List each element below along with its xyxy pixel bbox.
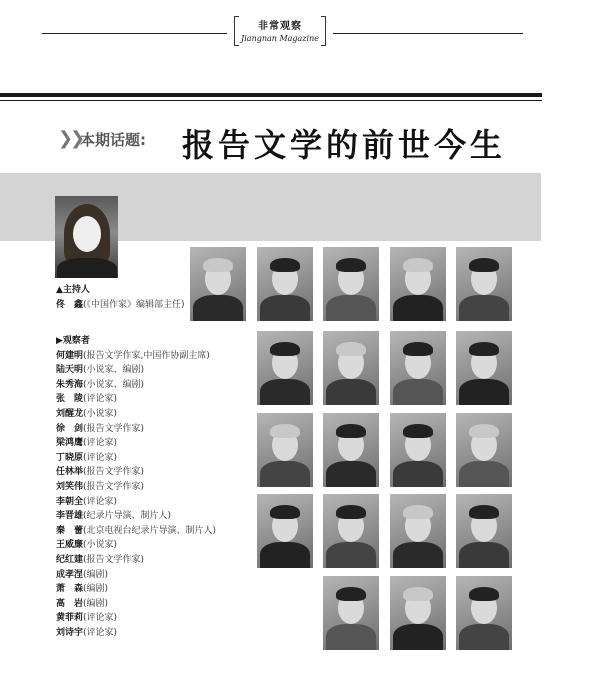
header-rule-right bbox=[333, 33, 523, 34]
bracket-right-icon bbox=[321, 16, 326, 46]
portrait-photo bbox=[390, 413, 446, 487]
list-item bbox=[56, 436, 216, 451]
observer-name: 梁鸿鹰 bbox=[56, 438, 84, 449]
list-item bbox=[56, 363, 216, 378]
page-title: 报告文学的前世今生 bbox=[182, 126, 507, 164]
section-header bbox=[234, 14, 326, 48]
portrait-photo bbox=[456, 413, 512, 487]
header-rule-left bbox=[42, 33, 227, 34]
observer-role: (评论家) bbox=[83, 394, 118, 405]
observer-role: (报告文学作家) bbox=[83, 481, 145, 492]
host-heading: ▲主持人 bbox=[56, 285, 90, 295]
observer-name: 成孝涅 bbox=[56, 569, 84, 580]
portrait-photo bbox=[456, 247, 512, 321]
list-item bbox=[56, 553, 216, 568]
portrait-photo bbox=[257, 247, 313, 321]
list-item bbox=[56, 509, 216, 524]
observer-name: 高 岩 bbox=[56, 598, 84, 609]
observer-role: (评论家) bbox=[83, 452, 118, 463]
list-item bbox=[56, 349, 216, 364]
host-photo bbox=[55, 196, 118, 278]
host-role: (《中国作家》编辑部主任) bbox=[83, 299, 185, 310]
portrait-photo bbox=[323, 494, 379, 568]
portrait-photo bbox=[390, 247, 446, 321]
portrait-photo bbox=[323, 576, 379, 650]
observer-name: 任林举 bbox=[56, 467, 84, 478]
observer-role: (报告文学作家) bbox=[83, 467, 145, 478]
host-entry bbox=[56, 298, 185, 313]
list-item bbox=[56, 524, 216, 539]
observer-role: (评论家) bbox=[83, 496, 118, 507]
observer-role: (评论家) bbox=[83, 613, 118, 624]
observer-role: (编剧) bbox=[83, 598, 109, 609]
list-item bbox=[56, 392, 216, 407]
observer-name: 萧 森 bbox=[56, 584, 84, 595]
observer-role: (小说家、编剧) bbox=[83, 365, 145, 376]
observer-role: (小说家、编剧) bbox=[83, 379, 145, 390]
list-item bbox=[56, 378, 216, 393]
list-item bbox=[56, 611, 216, 626]
portrait-photo bbox=[323, 413, 379, 487]
portrait-photo bbox=[323, 247, 379, 321]
portrait-photo bbox=[390, 494, 446, 568]
portrait-photo bbox=[456, 494, 512, 568]
list-item bbox=[56, 422, 216, 437]
observer-role: (报告文学作家) bbox=[83, 554, 145, 565]
observer-role: (报告文学作家) bbox=[83, 423, 145, 434]
observer-role: (小说家) bbox=[83, 540, 118, 551]
observer-name: 丁晓原 bbox=[56, 452, 84, 463]
list-item bbox=[56, 582, 216, 597]
magazine-name: Jiangnan Magazine bbox=[241, 34, 319, 43]
observer-name: 何建明 bbox=[56, 350, 84, 361]
double-chevron-icon: ❯❯ bbox=[58, 128, 83, 149]
host-block bbox=[56, 283, 185, 312]
observer-name: 李朝全 bbox=[56, 496, 84, 507]
observer-name: 李晋雄 bbox=[56, 511, 84, 522]
list-item bbox=[56, 626, 216, 641]
portrait-photo bbox=[456, 576, 512, 650]
observer-role: (编剧) bbox=[83, 569, 109, 580]
portrait-photo bbox=[390, 576, 446, 650]
observer-name: 刘笑伟 bbox=[56, 481, 84, 492]
list-item bbox=[56, 597, 216, 612]
topic-label: 本期话题: bbox=[80, 131, 146, 149]
portrait-photo bbox=[390, 331, 446, 405]
portrait-photo bbox=[190, 247, 246, 321]
observer-name: 王威廉 bbox=[56, 540, 84, 551]
observer-name: 朱秀海 bbox=[56, 379, 84, 390]
observer-role: (评论家) bbox=[83, 627, 118, 638]
observer-role: (报告文学作家,中国作协副主席) bbox=[83, 350, 210, 361]
portrait-photo bbox=[257, 494, 313, 568]
portrait-photo bbox=[257, 413, 313, 487]
list-item bbox=[56, 465, 216, 480]
observer-list bbox=[56, 334, 216, 640]
host-name: 佟 鑫 bbox=[56, 299, 84, 310]
divider-thick bbox=[0, 93, 542, 97]
observer-name: 秦 蕾 bbox=[56, 525, 84, 536]
observer-name: 张 陵 bbox=[56, 394, 84, 405]
observer-name: 徐 剑 bbox=[56, 423, 84, 434]
observer-name: 刘醒龙 bbox=[56, 408, 84, 419]
observer-heading: ▶观察者 bbox=[56, 336, 90, 346]
portrait-photo bbox=[456, 331, 512, 405]
observer-name: 刘诗宇 bbox=[56, 627, 84, 638]
list-item bbox=[56, 568, 216, 583]
observer-role: (小说家) bbox=[83, 408, 118, 419]
list-item bbox=[56, 451, 216, 466]
divider-thin bbox=[0, 100, 542, 101]
list-item bbox=[56, 480, 216, 495]
observer-role: (纪录片导演、制片人) bbox=[83, 511, 172, 522]
list-item bbox=[56, 538, 216, 553]
observer-role: (评论家) bbox=[83, 438, 118, 449]
list-item bbox=[56, 495, 216, 510]
bracket-left-icon bbox=[234, 16, 239, 46]
portrait-photo bbox=[323, 331, 379, 405]
section-title: 非常观察 bbox=[258, 21, 302, 32]
observer-role: (北京电视台纪录片导演、制片人) bbox=[83, 525, 217, 536]
list-item bbox=[56, 407, 216, 422]
observer-name: 纪红建 bbox=[56, 554, 84, 565]
observer-name: 陆天明 bbox=[56, 365, 84, 376]
observer-name: 黄菲莉 bbox=[56, 613, 84, 624]
portrait-photo bbox=[257, 331, 313, 405]
observer-role: (编剧) bbox=[83, 584, 109, 595]
